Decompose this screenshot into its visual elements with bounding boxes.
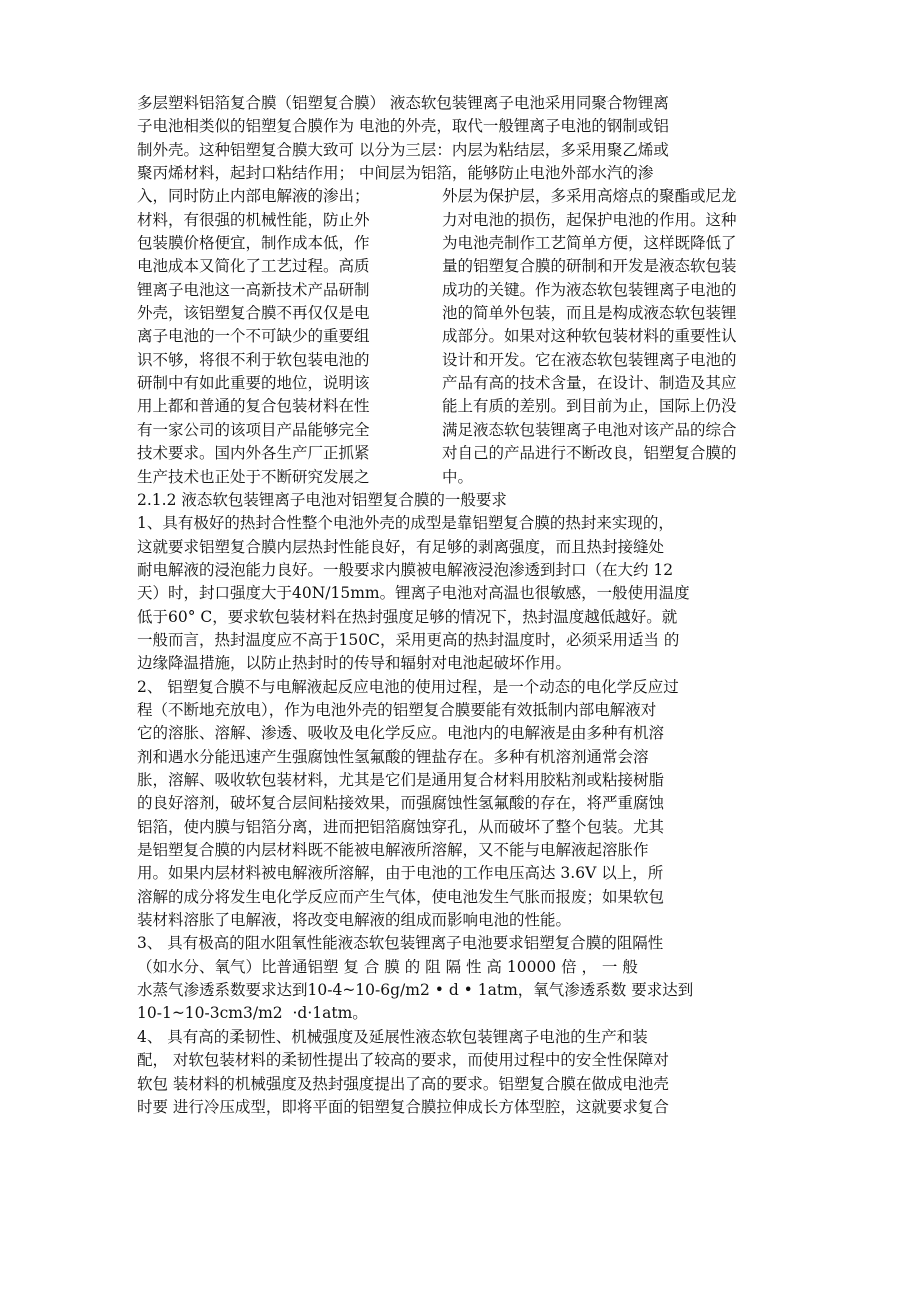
text-line: 子电池相类似的铝塑复合膜作为 电池的外壳，取代一般锂离子电池的钢制或铝 [137,117,669,136]
text-line: 包装膜价格便宜，制作成本低，作 [137,234,370,253]
text-line: 外层为保护层，多采用高熔点的聚酯或尼龙 [442,187,737,206]
text-line: 溶解的成分将发生电化学反应而产生气体，使电池发生气胀而报废；如果软包 [137,887,665,906]
document-page [137,92,787,1119]
text-line: 软包 装材料的机械强度及热封强度提出了高的要求。铝塑复合膜在做成电池壳 [137,1074,669,1093]
left-column [137,185,370,488]
text-line: 水蒸气渗透系数要求达到10-4~10-6g/m2 • d • 1atm，氧气渗透系数 要求达到 [137,981,694,1000]
text-line: 满足液态软包装锂离子电池对该产品的综合 [442,420,737,439]
text-line: 电池成本又简化了工艺过程。高质 [137,257,370,276]
text-line: 中。 [442,467,474,486]
text-line: 材料，有很强的机械性能，防止外 [137,210,370,229]
text-line: 装材料溶胀了电解液，将改变电解液的组成而影响电池的性能。 [137,911,572,930]
text-line: 入，同时防止内部电解液的渗出； [137,187,370,206]
text-line: 程（不断地充放电），作为电池外壳的铝塑复合膜要能有效抵制内部电解液对 [137,701,657,720]
text-line: 天）时，封口强度大于40N/15mm。锂离子电池对高温也很敏感，一般使用温度 [137,584,690,603]
text-line: 剂和遇水分能迅速产生强腐蚀性氢氟酸的锂盐存在。多种有机溶剂通常会溶 [137,747,649,766]
text-line: 的良好溶剂，破坏复合层间粘接效果，而强腐蚀性氢氟酸的存在，将严重腐蚀 [137,794,665,813]
text-line: 为电池壳制作工艺简单方便，这样既降低了 [442,234,737,253]
text-line: 一般而言，热封温度应不高于150C，采用更高的热封温度时，必须采用适当 的 [137,630,680,649]
text-line: 产品有高的技术含量，在设计、制造及其应 [442,374,737,393]
text-line: 能上有质的差别。到目前为止，国际上仍没 [442,397,737,416]
text-line: 这就要求铝塑复合膜内层热封性能良好，有足够的剥离强度，而且热封接缝处 [137,537,665,556]
text-line: 用上都和普通的复合包装材料在性 [137,397,370,416]
text-line: 力对电池的损伤，起保护电池的作用。这种 [442,210,737,229]
text-line: 识不够，将很不利于软包装电池的 [137,350,370,369]
text-line: 成部分。如果对这种软包装材料的重要性认 [442,327,737,346]
text-line: 它的溶胀、溶解、渗透、吸收及电化学反应。电池内的电解液是由多种有机溶 [137,724,665,743]
text-line: 胀，溶解、吸收软包装材料，尤其是它们是通用复合材料用胶粘剂或粘接树脂 [137,771,665,790]
intro-paragraph [137,92,787,185]
text-line: 设计和开发。它在液态软包装锂离子电池的 [442,350,737,369]
text-line: 4、 具有高的柔韧性、机械强度及延展性液态软包装锂离子电池的生产和装 [137,1027,648,1046]
text-line: 3、 具有极高的阻水阻氧性能液态软包装锂离子电池要求铝塑复合膜的阻隔性 [137,934,664,953]
two-column-block [137,185,787,489]
text-line: 有一家公司的该项目产品能够完全 [137,420,370,439]
text-line: 低于60° C，要求软包装材料在热封强度足够的情况下，热封温度越低越好。就 [137,607,678,626]
text-line: 外壳，该铝塑复合膜不再仅仅是电 [137,304,370,323]
text-line: 生产技术也正处于不断研究发展之 [137,467,370,486]
text-line: 边缘降温措施，以防止热封时的传导和辐射对电池起破坏作用。 [137,654,572,673]
text-line: 锂离子电池这一高新技术产品研制 [137,280,370,299]
text-line: 池的简单外包装，而且是构成液态软包装锂 [442,304,737,323]
right-column [442,185,737,488]
text-line: 量的铝塑复合膜的研制和开发是液态软包装 [442,257,737,276]
text-line: 配， 对软包装材料的柔韧性提出了较高的要求，而使用过程中的安全性保障对 [137,1051,669,1070]
section-heading: 2.1.2 液态软包装锂离子电池对铝塑复合膜的一般要求 [137,490,507,509]
text-line: 聚丙烯材料，起封口粘结作用； 中间层为铝箔，能够防止电池外部水汽的渗 [137,164,654,183]
text-line: 离子电池的一个不可缺少的重要组 [137,327,370,346]
text-line: 是铝塑复合膜的内层材料既不能被电解液所溶解，又不能与电解液起溶胀作 [137,841,649,860]
text-line: 对自己的产品进行不断改良，铝塑复合膜的 [442,444,737,463]
text-line: 1、具有极好的热封合性整个电池外壳的成型是靠铝塑复合膜的热封来实现的， [137,514,674,533]
text-line: 2、 铝塑复合膜不与电解液起反应电池的使用过程，是一个动态的电化学反应过 [137,677,679,696]
requirements-section [137,489,787,1119]
text-line: 时要 进行冷压成型，即将平面的铝塑复合膜拉伸成长方体型腔，这就要求复合 [137,1097,669,1116]
text-line: 多层塑料铝箔复合膜（铝塑复合膜） 液态软包装锂离子电池采用同聚合物锂离 [137,94,669,112]
text-line: 研制中有如此重要的地位，说明该 [137,374,370,393]
text-line: 10-1~10-3cm3/m2 ·d·1atm。 [137,1004,368,1023]
text-line: （如水分、氧气）比普通铝塑 复 合 膜 的 阻 隔 性 高 10000 倍 ， 一 般 [137,957,638,976]
text-line: 用。如果内层材料被电解液所溶解，由于电池的工作电压高达 3.6V 以上，所 [137,864,664,883]
text-line: 耐电解液的浸泡能力良好。一般要求内膜被电解液浸泡渗透到封口（在大约 12 [137,560,674,579]
text-line: 铝箔，使内膜与铝箔分离，进而把铝箔腐蚀穿孔，从而破坏了整个包装。尤其 [137,817,665,836]
text-line: 技术要求。国内外各生产厂正抓紧 [137,444,370,463]
text-line: 制外壳。这种铝塑复合膜大致可 以分为三层：内层为粘结层，多采用聚乙烯或 [137,140,669,159]
text-line: 成功的关键。作为液态软包装锂离子电池的 [442,280,737,299]
